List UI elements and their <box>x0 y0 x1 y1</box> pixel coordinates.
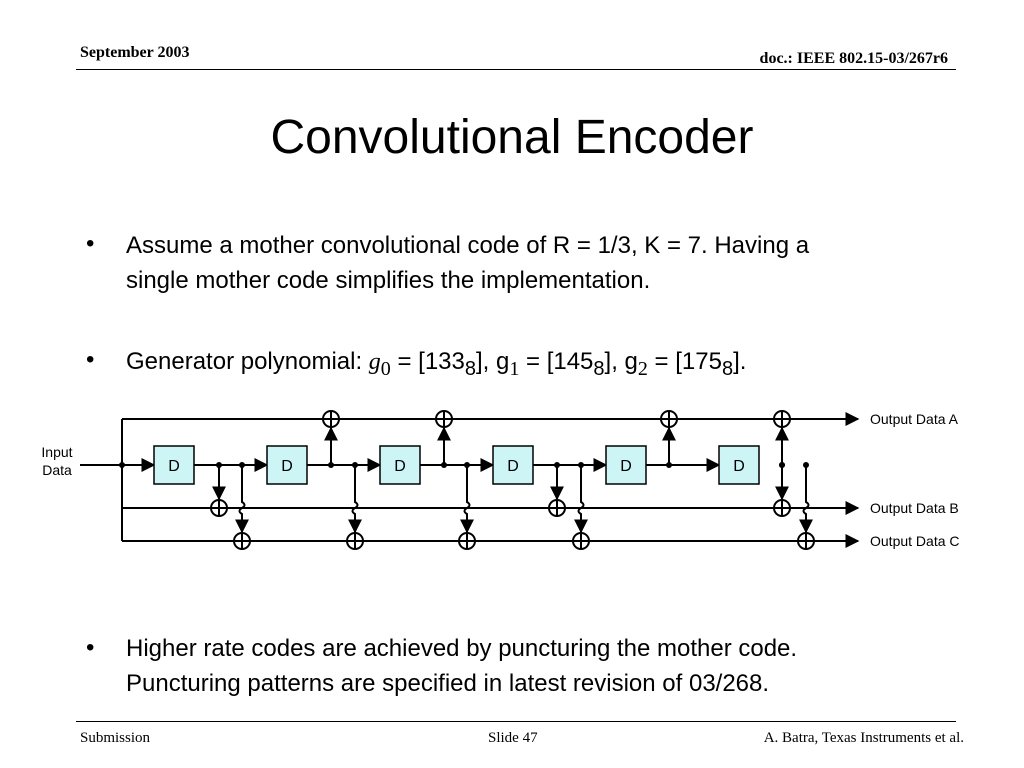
adder-output-c <box>573 533 589 549</box>
bullet-3-line-2: Puncturing patterns are specified in latest revision of 03/268. <box>126 670 770 697</box>
bullet-text-2: Generator polynomial: $g_0 = [133_8]$, $g_1 = [145_8]$, $g_2 = [175_8]$. <box>126 348 747 380</box>
footer-rule <box>76 721 956 722</box>
output-data-a-label: Output Data A <box>870 411 958 427</box>
delay-element <box>493 446 533 484</box>
adder-output-c <box>347 533 363 549</box>
delay-element <box>380 446 420 484</box>
adder-output-b <box>211 500 227 516</box>
tap-to-output-c <box>465 465 470 532</box>
input-data-label-line1: Input <box>41 444 73 460</box>
adder-output-b <box>774 500 790 516</box>
bullet-marker-3: • <box>86 634 95 661</box>
delay-label: D <box>733 458 745 475</box>
junction-dot <box>779 462 785 468</box>
footer-submission: Submission <box>80 730 151 746</box>
header-date: September 2003 <box>80 44 190 61</box>
header-rule <box>76 69 956 70</box>
bullet-text-3 <box>126 631 956 701</box>
junction-dot <box>803 462 809 468</box>
delay-element <box>267 446 307 484</box>
junction-dot <box>554 462 560 468</box>
adder-output-a <box>436 411 452 427</box>
delay-label: D <box>394 458 406 475</box>
delay-label: D <box>620 458 632 475</box>
adder-output-b <box>549 500 565 516</box>
adder-output-c <box>234 533 250 549</box>
slide-title: Convolutional Encoder <box>270 111 754 164</box>
junction-dot <box>216 462 222 468</box>
adder-output-c <box>459 533 475 549</box>
output-data-b-label: Output Data B <box>870 500 959 516</box>
footer-slide-number: Slide 47 <box>488 730 538 746</box>
tap-to-output-c <box>579 465 584 532</box>
adder-output-a <box>323 411 339 427</box>
delay-label: D <box>281 458 293 475</box>
delay-element <box>719 446 759 484</box>
bullet-marker-2: • <box>86 346 95 373</box>
adder-output-a <box>774 411 790 427</box>
tap-to-output-c <box>240 465 245 532</box>
junction-dot <box>578 462 584 468</box>
bullet-1-line-2: single mother code simplifies the implementation. <box>126 267 651 294</box>
junction-dot <box>239 462 245 468</box>
junction-dot <box>328 462 334 468</box>
adder-output-a <box>661 411 677 427</box>
convolutional-encoder-diagram <box>0 395 1024 595</box>
header-doc-id: doc.: IEEE 802.15-03/267r6 <box>759 50 948 67</box>
junction-dot <box>441 462 447 468</box>
junction-dot <box>666 462 672 468</box>
bullet-marker-1: • <box>86 230 95 257</box>
bullet-text-1 <box>126 228 956 298</box>
tap-to-output-c <box>804 465 809 532</box>
junction-dot <box>119 462 125 468</box>
junction-dot <box>464 462 470 468</box>
footer-author: A. Batra, Texas Instruments et al. <box>763 730 964 746</box>
delay-label: D <box>507 458 519 475</box>
delay-element <box>154 446 194 484</box>
adder-output-c <box>798 533 814 549</box>
junction-dot <box>352 462 358 468</box>
delay-label: D <box>168 458 180 475</box>
bullet-3-line-1: Higher rate codes are achieved by puncturing the mother code. <box>126 635 798 662</box>
tap-to-output-c <box>353 465 358 532</box>
output-data-c-label: Output Data C <box>870 533 960 549</box>
delay-element <box>606 446 646 484</box>
bullet-1-line-1: Assume a mother convolutional code of R = 1/3, K = 7. Having a <box>126 232 810 259</box>
input-data-label-line2: Data <box>42 462 72 478</box>
